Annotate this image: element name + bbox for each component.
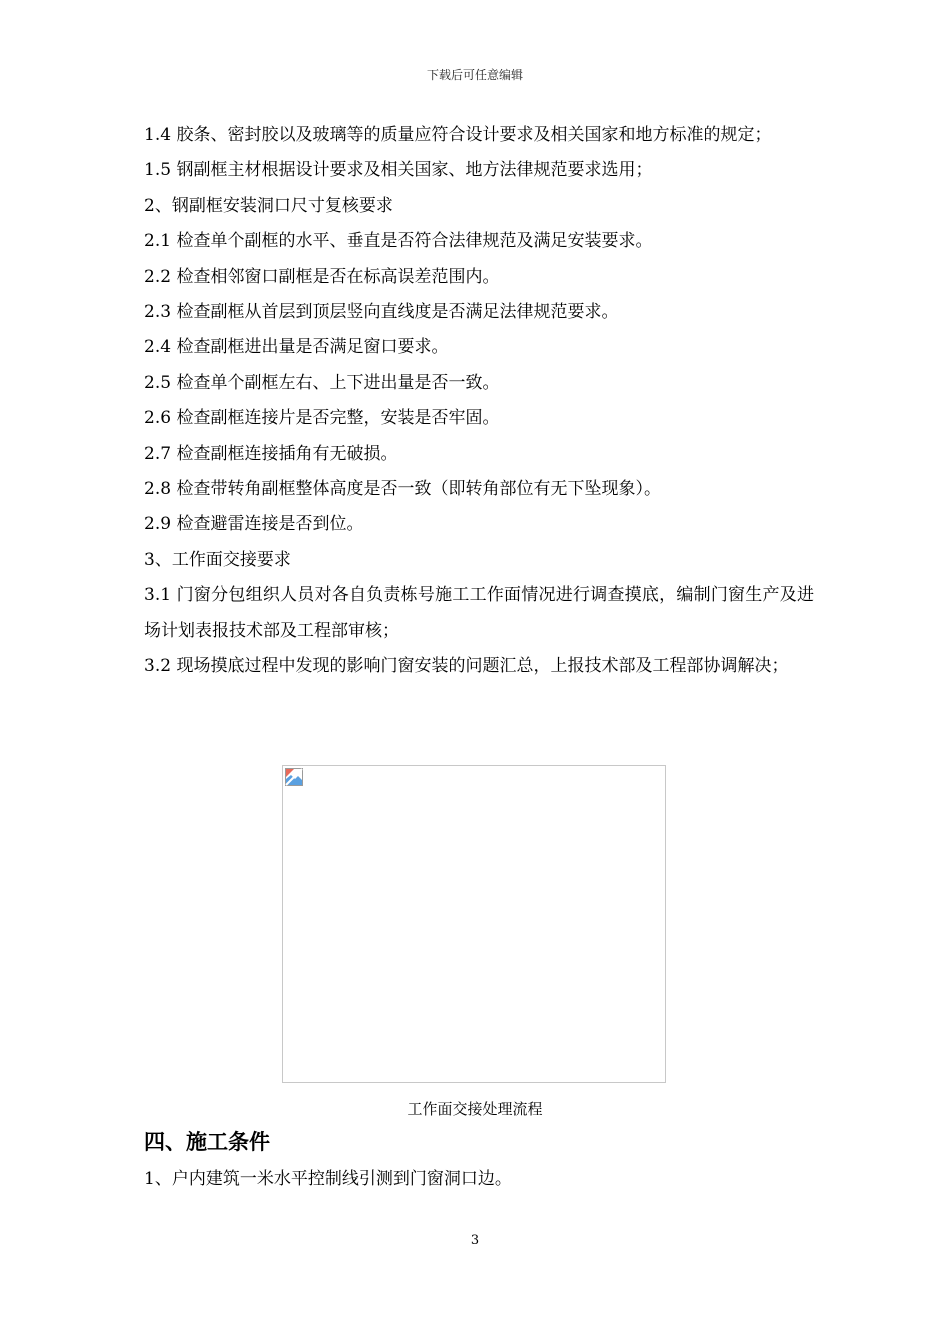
paragraph-2-9: 2.9 检查避雷连接是否到位。 xyxy=(144,514,364,535)
page-number: 3 xyxy=(470,1233,480,1248)
paragraph-3-2: 3.2 现场摸底过程中发现的影响门窗安装的问题汇总，上报技术部及工程部协调解决； xyxy=(144,656,789,677)
section-item-1: 1、户内建筑一米水平控制线引测到门窗洞口边。 xyxy=(144,1169,512,1189)
paragraph-1-4: 1.4 胶条、密封胶以及玻璃等的质量应符合设计要求及相关国家和地方标准的规定； xyxy=(144,125,772,145)
heading-2: 2、钢副框安装洞口尺寸复核要求 xyxy=(144,195,393,216)
paragraph-3-1: 3.1 门窗分包组织人员对各自负责栋号施工工作面情况进行调查摸底，编制门窗生产及进场计划表报技术部及工程部审核； xyxy=(144,585,814,641)
paragraph-2-4: 2.4 检查副框进出量是否满足窗口要求。 xyxy=(144,337,449,358)
paragraph-2-1: 2.1 检查单个副框的水平、垂直是否符合法律规范及满足安装要求。 xyxy=(144,231,653,252)
paragraph-1-5: 1.5 钢副框主材根据设计要求及相关国家、地方法律规范要求选用； xyxy=(144,160,653,181)
document-body xyxy=(144,118,814,685)
paragraph-2-7: 2.7 检查副框连接插角有无破损。 xyxy=(144,443,398,464)
section-heading: 四、施工条件 xyxy=(144,1130,270,1154)
section-body xyxy=(144,1162,512,1197)
paragraph-2-3: 2.3 检查副框从首层到顶层竖向直线度是否满足法律规范要求。 xyxy=(144,302,619,323)
figure-caption: 工作面交接处理流程 xyxy=(407,1100,543,1118)
flowchart-image-placeholder xyxy=(282,765,666,1083)
paragraph-2-2: 2.2 检查相邻窗口副框是否在标高误差范围内。 xyxy=(144,266,500,287)
paragraph-2-5: 2.5 检查单个副框左右、上下进出量是否一致。 xyxy=(144,372,500,393)
paragraph-2-6: 2.6 检查副框连接片是否完整，安装是否牢固。 xyxy=(144,408,500,429)
heading-3: 3、工作面交接要求 xyxy=(144,549,291,570)
broken-image-icon xyxy=(285,768,303,786)
page-header: 下载后可任意编辑 xyxy=(426,68,523,82)
paragraph-2-8: 2.8 检查带转角副框整体高度是否一致（即转角部位有无下坠现象）。 xyxy=(144,479,661,500)
